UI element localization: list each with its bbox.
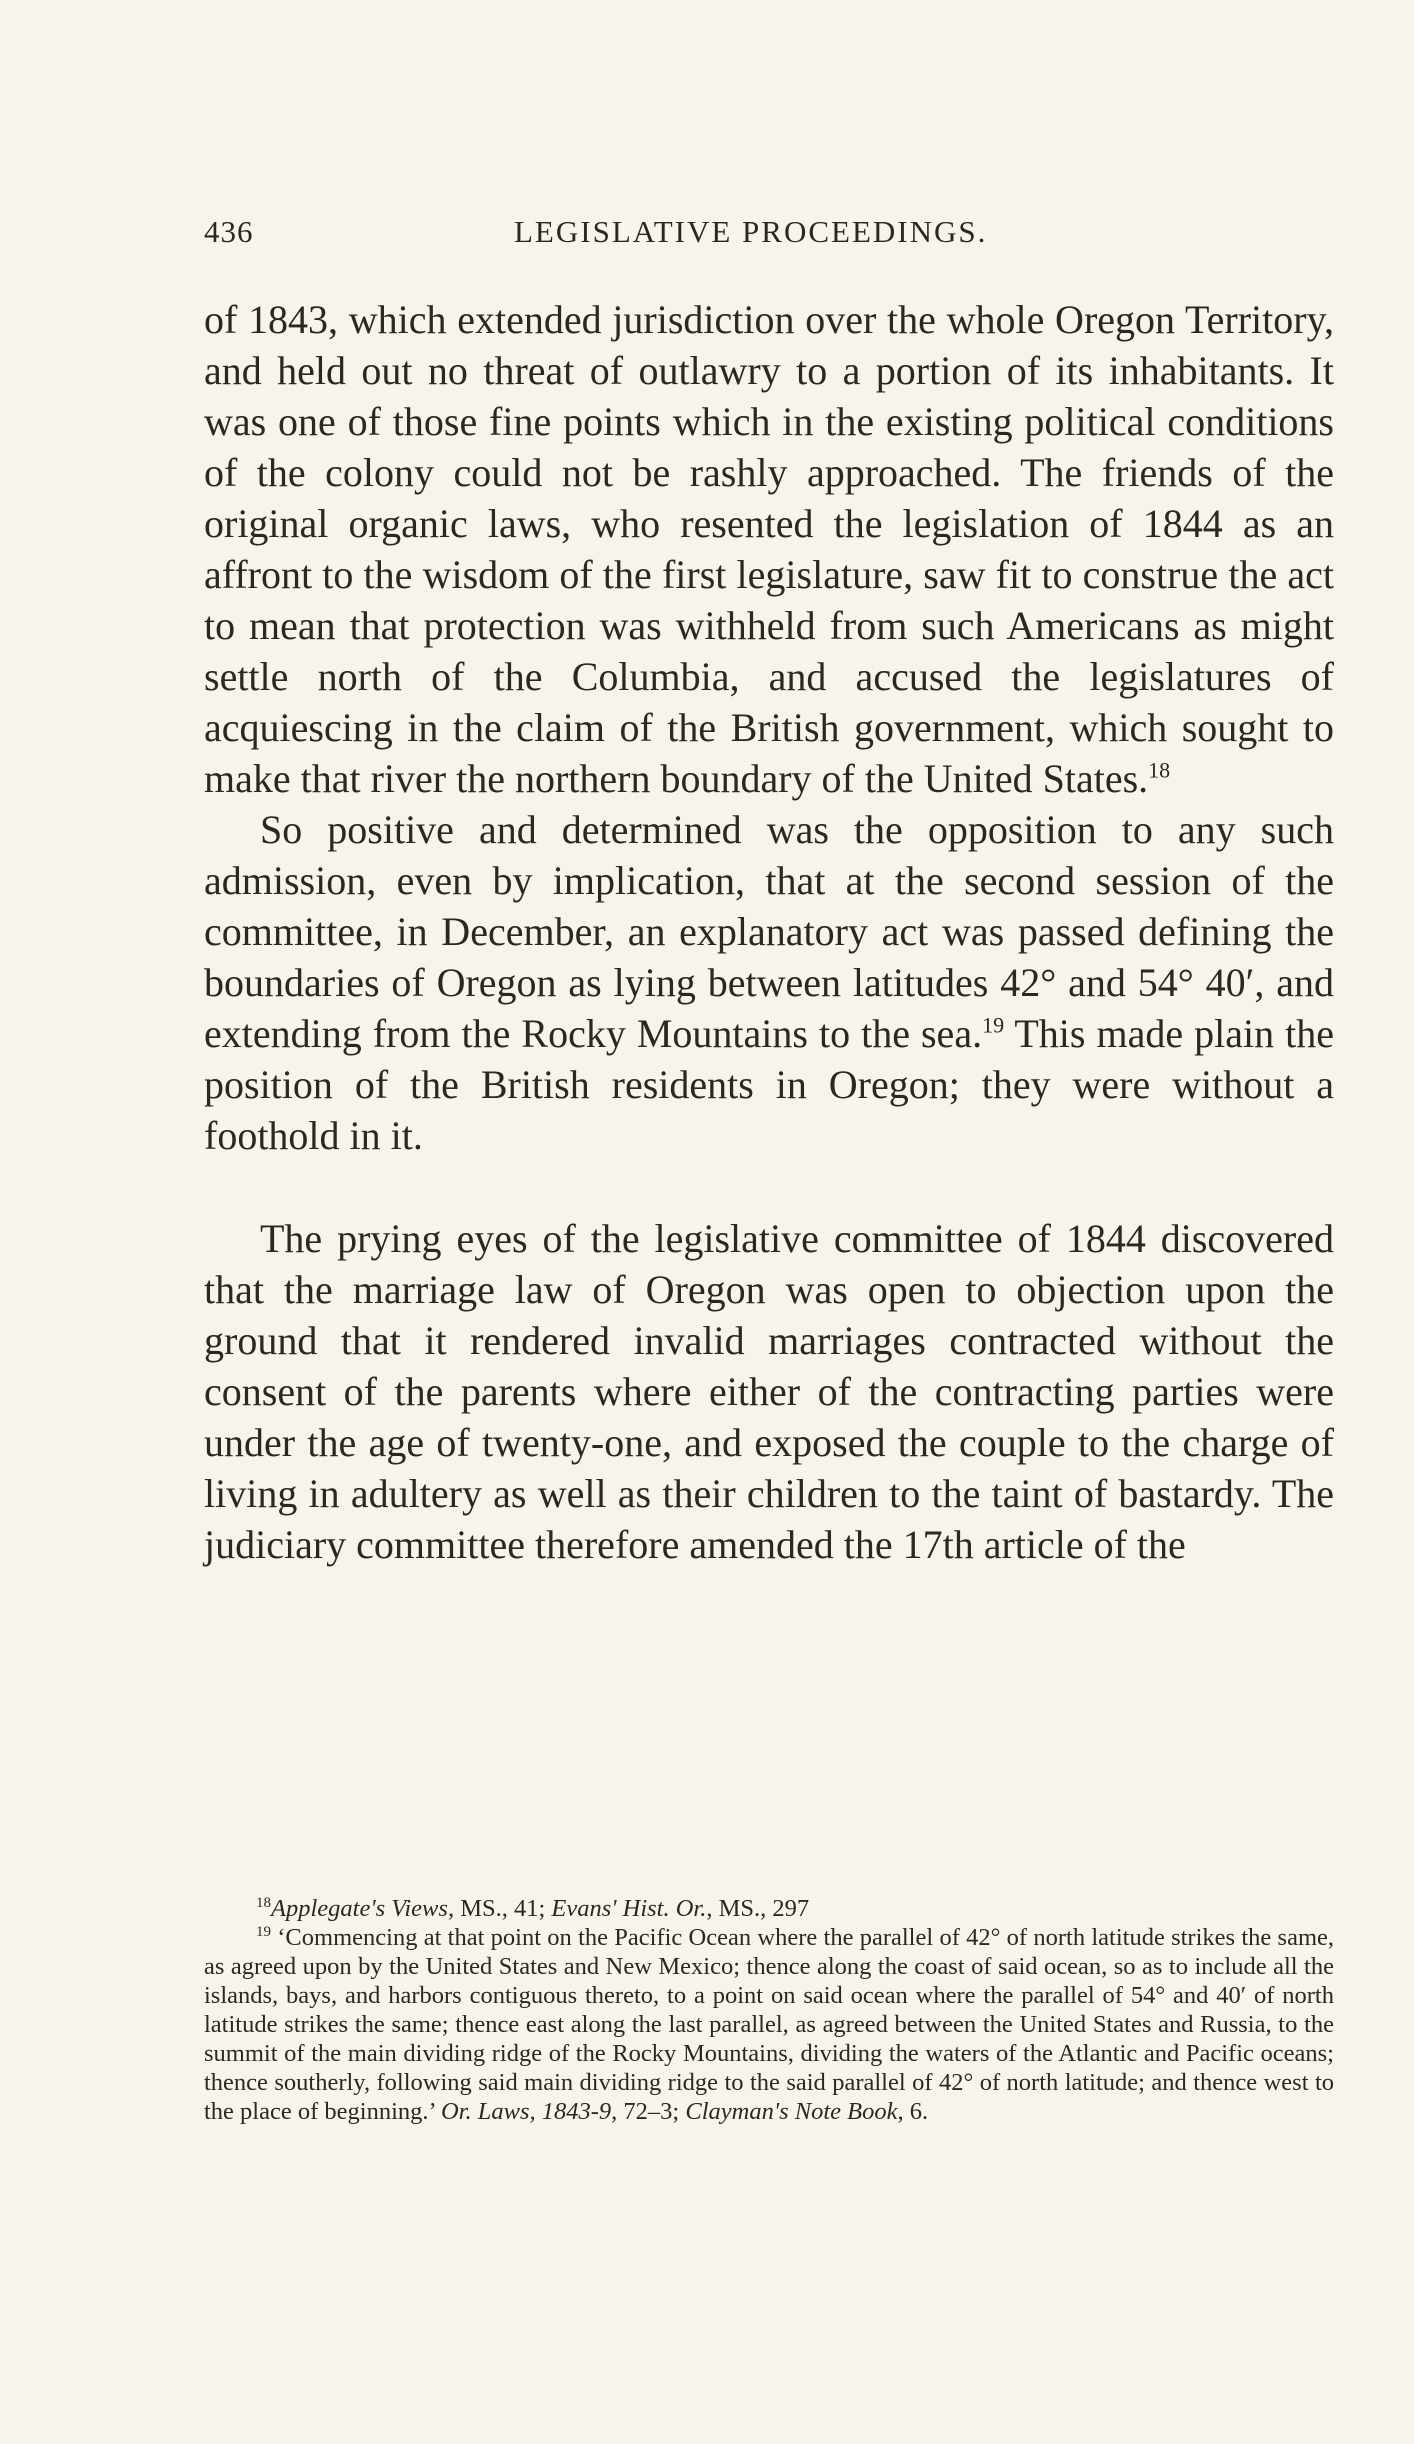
footnote-ref-19: 19 (982, 1012, 1005, 1038)
paragraph-2 (204, 804, 1334, 1161)
footnote-18-source-1: Applegate's Views (271, 1895, 448, 1922)
footnote-19-source-1: Or. Laws, 1843-9 (440, 2098, 612, 2125)
paragraph-3 (204, 1213, 1334, 1570)
footnote-18-text-1: , MS., 41; (447, 1895, 552, 1922)
page-number: 436 (204, 214, 254, 249)
footnote-18-mark: 18 (256, 1894, 271, 1911)
running-title: LEGISLATIVE PROCEEDINGS. (514, 214, 988, 249)
footnote-19-text-1: , 72–3; (611, 2098, 686, 2125)
footnote-19-source-2: Clayman's Note Book (685, 2098, 898, 2125)
footnote-19-quote: ‘Commencing at that point on the Pacific Ocean where the parallel of 42° of north latitude strikes the same, as agreed upon by the United States and New Mexico; thence along the coast of said ocean, so as to include all the islands, bays, and harbors contiguous thereto, to a point on said ocean where the parallel of 54° and 40′ of north latitude strikes the same; thence east along the last parallel, as agreed between the United States and Russia, to the summit of the main dividing ridge of the Rocky Mountains, dividing the waters of the Atlantic and Pacific oceans; thence southerly, following said main dividing ridge to the said parallel of 42° of north latitude; and thence west to the place of beginning.’ (204, 1924, 1334, 2125)
footnote-18-text-2: , MS., 297 (706, 1895, 810, 1922)
paragraph-1-text: of 1843, which extended jurisdiction over the whole Oregon Territory, and held out no threat of outlawry to a portion of its inhabitants. It was one of those fine points which in the existing political conditions of the colony could not be rashly approached. The friends of the original organic laws, who resented the legislation of 1844 as an affront to the wisdom of the first legislature, saw fit to construe the act to mean that protection was withheld from such Americans as might settle north of the Columbia, and accused the legislatures of acquiescing in the claim of the British government, which sought to make that river the northern boundary of the United States. (204, 297, 1334, 801)
footnote-ref-18: 18 (1148, 757, 1171, 783)
footnote-19 (204, 1923, 1334, 2126)
page-header (204, 214, 1334, 254)
footnote-18 (204, 1894, 1334, 1923)
paragraph-3-text: The prying eyes of the legislative committee of 1844 discovered that the marriage law of Oregon was open to objection upon the ground that it rendered invalid marriages contracted without the consent of the parents where either of the contracting parties were under the age of twenty-one, and exposed the couple to the charge of living in adultery as well as their children to the taint of bastardy. The judiciary committee therefore amended the 17th article of the (204, 1216, 1334, 1567)
paragraph-1 (204, 294, 1334, 804)
footnote-19-mark: 19 (256, 1923, 271, 1940)
paragraph-2-text-b: This made plain the position of the British residents in Oregon; they were without a foothold in it. (204, 1011, 1334, 1158)
body-text (204, 294, 1334, 1570)
footnote-18-source-2: Evans' Hist. Or. (551, 1895, 707, 1922)
footnote-19-text-2: , 6. (897, 2098, 929, 2125)
paragraph-2-text-a: So positive and determined was the opposition to any such admission, even by implication, that at the second session of the committee, in December, an explanatory act was passed defining the boundaries of Oregon as lying between latitudes 42° and 54° 40′, and extending from the Rocky Mountains to the sea. (204, 807, 1334, 1056)
footnotes (204, 1894, 1334, 2126)
